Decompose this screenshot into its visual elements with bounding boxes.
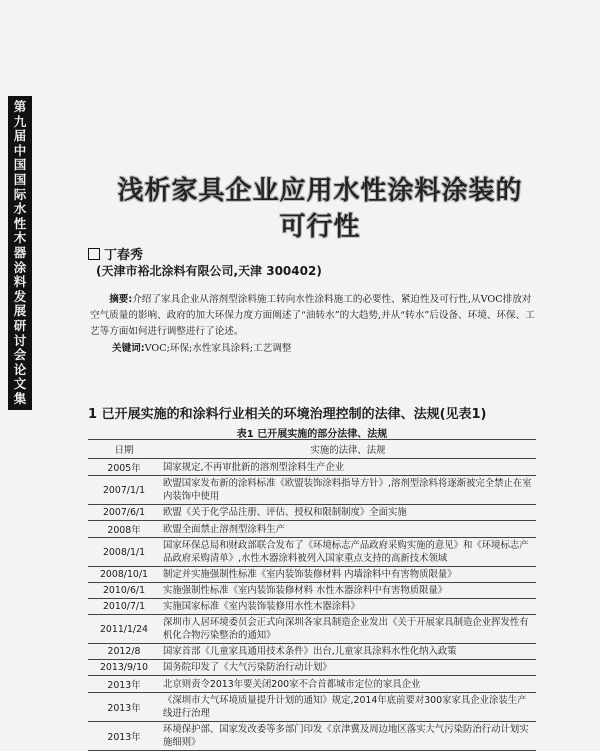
proceedings-sidebar-label [8,96,32,410]
table-header-row [88,440,536,459]
row-law: 欧盟全面禁止溶剂型涂料生产 [160,521,536,538]
header-laws: 实施的法律、法规 [160,440,536,459]
section-heading: 1 已开展实施的和涂料行业相关的环境治理控制的法律、法规(见表1) [88,407,487,422]
table-row [88,615,536,644]
table-row [88,644,536,660]
row-date: 2005年 [88,459,160,476]
row-date: 2007/1/1 [88,476,160,505]
author-name: 丁春秀 [104,248,144,263]
row-date: 2013年 [88,693,160,722]
row-law: 欧盟《关于化学品注册、评估、授权和限制制度》全面实施 [160,505,536,521]
row-law: 北京则责令2013年要关闭200家不合首都城市定位的家具企业 [160,676,536,693]
row-law: 制定并实施强制性标准《室内装饰装修材料 内墙涂料中有害物质限量》 [160,567,536,583]
row-law: 国家首部《儿童家具通用技术条件》出台,儿童家具涂料水性化纳入政策 [160,644,536,660]
row-date: 2011/1/24 [88,615,160,644]
row-date: 2008/1/1 [88,538,160,567]
row-law: 《深圳市大气环境质量提升计划的通知》规定,2014年底前要对300家家具企业涂装生产线进行治理 [160,693,536,722]
row-law: 实施强制性标准《室内装饰装修材料 水性木器涂料中有害物质限量》 [160,583,536,599]
row-date: 2008/10/1 [88,567,160,583]
header-date: 日期 [88,440,160,459]
sidebar-text: 第 九 届 中 国 国 际 水 性 木 器 涂 料 发 展 研 讨 会 论 文 集 [13,99,27,406]
row-date: 2008年 [88,521,160,538]
row-date: 2007/6/1 [88,505,160,521]
row-law: 深圳市人居环境委员会正式向深圳各家具制造企业发出《关于开展家具制造企业挥发性有机化合物污染整治的通知》 [160,615,536,644]
keywords-label: 关键词: [112,343,145,354]
table-row [88,505,536,521]
row-law: 环境保护部、国家发改委等多部门印发《京津冀及周边地区落实大气污染防治行动计划实施细则》 [160,722,536,751]
table-row [88,567,536,583]
laws-table [88,439,536,751]
row-law: 欧盟国家发布新的涂料标准《欧盟装饰涂料指导方针》,溶剂型涂料将逐渐被完全禁止在室内装饰中使用 [160,476,536,505]
table-row [88,676,536,693]
row-date: 2010/6/1 [88,583,160,599]
table-row [88,599,536,615]
abstract-text: 介绍了家具企业从溶剂型涂料施工转向水性涂料施工的必要性、紧迫性及可行性,从VOC排放对空气质量的影响、政府的加大环保力度方面阐述了“油转水”的大趋势,并从“转水”后设备、环境、环保、工艺等方面如何进行调整进行了论述。 [90,294,535,337]
table-row [88,538,536,567]
keywords-text: VOC;环保;水性家具涂料;工艺调整 [144,343,292,354]
row-date: 2013年 [88,676,160,693]
table-row [88,722,536,751]
row-date: 2013年 [88,722,160,751]
author-affiliation: (天津市裕北涂料有限公司,天津 300402) [96,264,322,278]
article-title-line-2: 可行性 [279,212,361,242]
row-law: 国务院印发了《大气污染防治行动计划》 [160,660,536,676]
table-row [88,660,536,676]
author-line [88,244,143,263]
abstract [90,292,538,340]
row-law: 国家规定,不再审批新的溶剂型涂料生产企业 [160,459,536,476]
table-row [88,693,536,722]
article-title-line-1: 浅析家具企业应用水性涂料涂装的 [117,176,523,206]
row-date: 2010/7/1 [88,599,160,615]
row-law: 国家环保总局和财政部联合发布了《环境标志产品政府采购实施的意见》和《环境标志产品政府采购清单》,水性木器涂料被列入国家重点支持的高新技术领域 [160,538,536,567]
table-caption: 表1 已开展实施的部分法律、法规 [236,429,388,440]
row-law: 实施国家标准《室内装饰装修用水性木器涂料》 [160,599,536,615]
table-row [88,476,536,505]
abstract-label: 摘要: [109,294,133,305]
row-date: 2013/9/10 [88,660,160,676]
table-row [88,459,536,476]
square-bullet-icon [88,248,100,260]
table-row [88,521,536,538]
row-date: 2012/8 [88,644,160,660]
keywords [112,340,291,354]
table-row [88,583,536,599]
